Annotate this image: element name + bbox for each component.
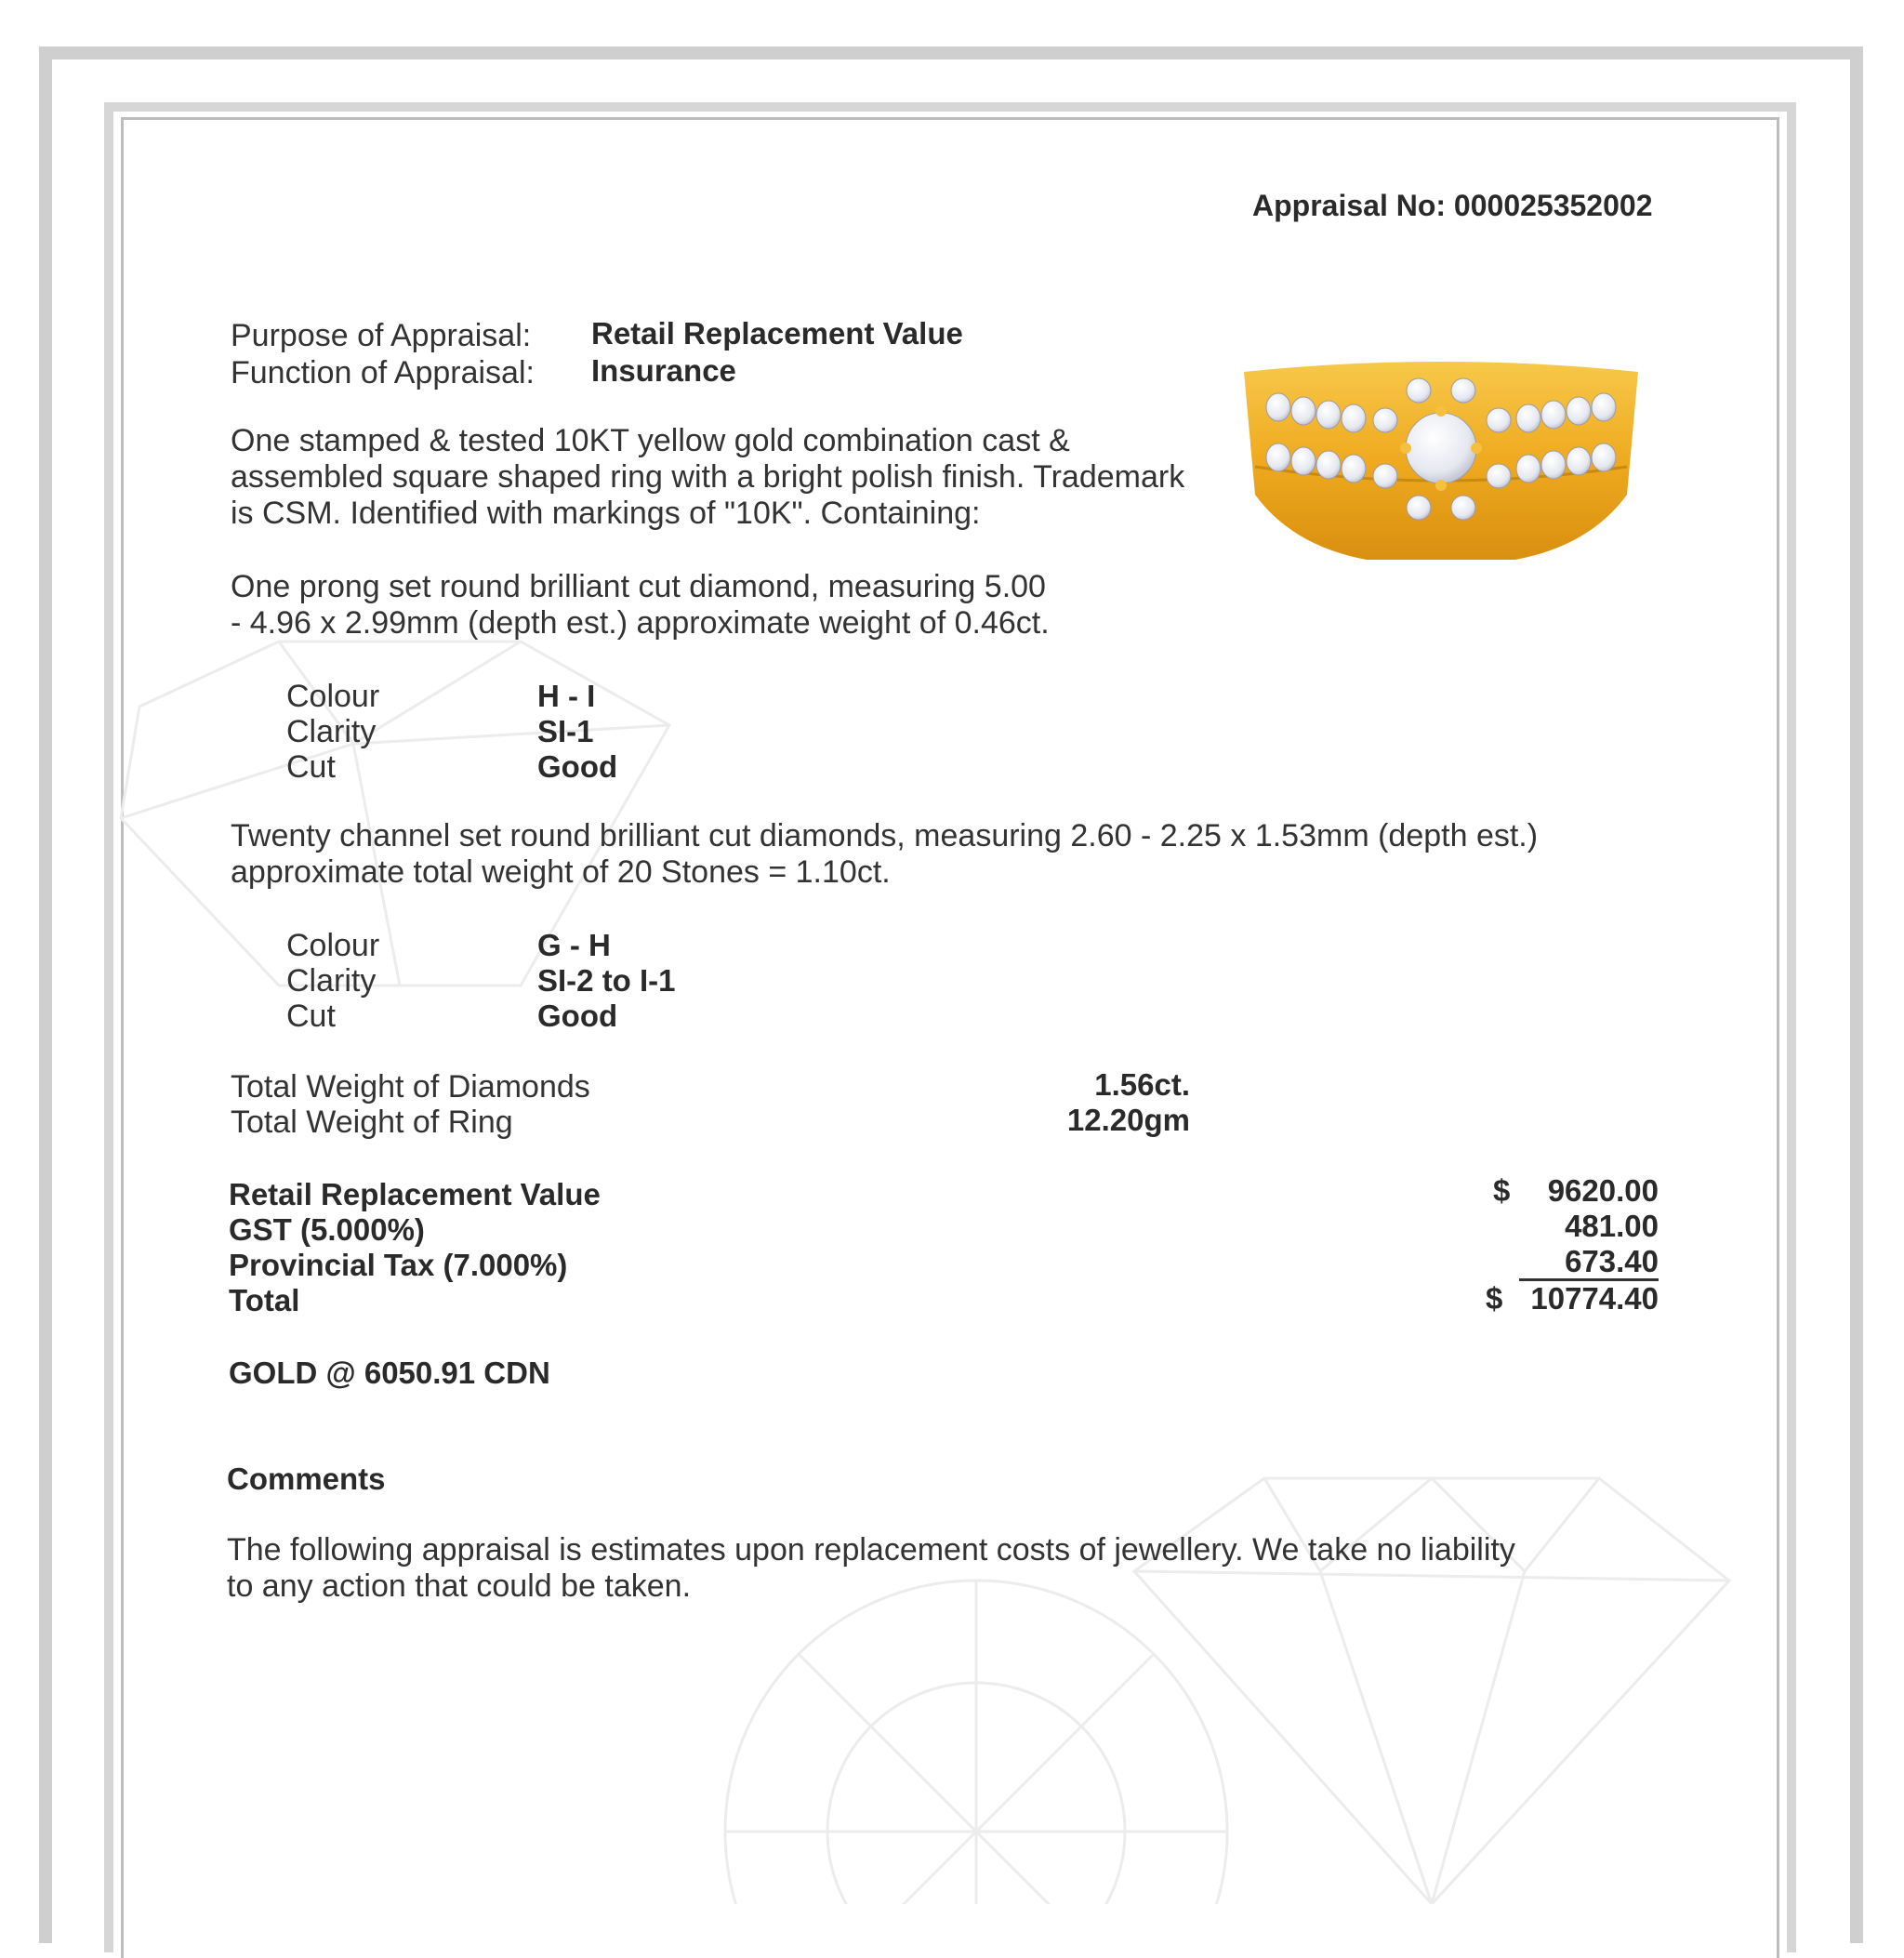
valuation-value: 673.40 bbox=[1565, 1244, 1659, 1278]
valuation-value: 9620.00 bbox=[1547, 1173, 1659, 1208]
gold-rate: GOLD @ 6050.91 CDN bbox=[229, 1356, 550, 1390]
side-stones-description: Twenty channel set round brilliant cut diamonds, measuring 2.60 - 2.25 x 1.53mm (depth est.) approximate total weight of 20 Stones = 1.10ct. bbox=[231, 818, 1539, 890]
function-value: Insurance bbox=[591, 353, 736, 388]
center-grade-label: Colour bbox=[286, 679, 380, 714]
center-grade-value: H - I bbox=[537, 679, 596, 713]
side-grade-label: Cut bbox=[286, 999, 336, 1034]
ring-photo bbox=[1236, 355, 1646, 578]
center-grade-label: Cut bbox=[286, 749, 336, 785]
weight-value: 12.20gm bbox=[1066, 1103, 1190, 1137]
weight-label: Total Weight of Ring bbox=[231, 1105, 513, 1140]
total-value: 10774.40 bbox=[1530, 1281, 1659, 1316]
side-grade-label: Colour bbox=[286, 928, 380, 963]
side-grade-value: G - H bbox=[537, 928, 611, 962]
side-grade-value: Good bbox=[537, 999, 618, 1033]
valuation-value: 481.00 bbox=[1565, 1209, 1659, 1243]
center-stone-description: One prong set round brilliant cut diamond, measuring 5.00 - 4.96 x 2.99mm (depth est.) approximate weight of 0.46ct. bbox=[231, 569, 1050, 641]
appraisal-number: Appraisal No: 000025352002 bbox=[1252, 189, 1653, 222]
side-grade-label: Clarity bbox=[286, 963, 377, 999]
valuation-label: Total bbox=[229, 1283, 300, 1317]
center-grade-label: Clarity bbox=[286, 714, 377, 749]
item-description: One stamped & tested 10KT yellow gold combination cast & assembled square shaped ring with a bright polish finish. Trademark is CSM. Identified with markings of "10K". Containing: bbox=[231, 423, 1185, 531]
side-grade-value: SI-2 to I-1 bbox=[537, 963, 676, 998]
currency-symbol: $ bbox=[1486, 1281, 1503, 1316]
center-grade-value: SI-1 bbox=[537, 714, 594, 748]
valuation-label: GST (5.000%) bbox=[229, 1212, 425, 1247]
purpose-label: Purpose of Appraisal: bbox=[231, 318, 532, 353]
valuation-label: Provincial Tax (7.000%) bbox=[229, 1248, 568, 1282]
weight-value: 1.56ct. bbox=[1094, 1067, 1190, 1102]
center-grade-value: Good bbox=[537, 749, 618, 784]
comments-text: The following appraisal is estimates upon replacement costs of jewellery. We take no liability to any action that could be taken. bbox=[227, 1532, 1515, 1604]
function-label: Function of Appraisal: bbox=[231, 355, 535, 390]
currency-symbol: $ bbox=[1493, 1173, 1511, 1208]
weight-label: Total Weight of Diamonds bbox=[231, 1069, 590, 1105]
valuation-label: Retail Replacement Value bbox=[229, 1177, 601, 1211]
purpose-value: Retail Replacement Value bbox=[591, 316, 963, 351]
comments-heading: Comments bbox=[227, 1462, 386, 1496]
